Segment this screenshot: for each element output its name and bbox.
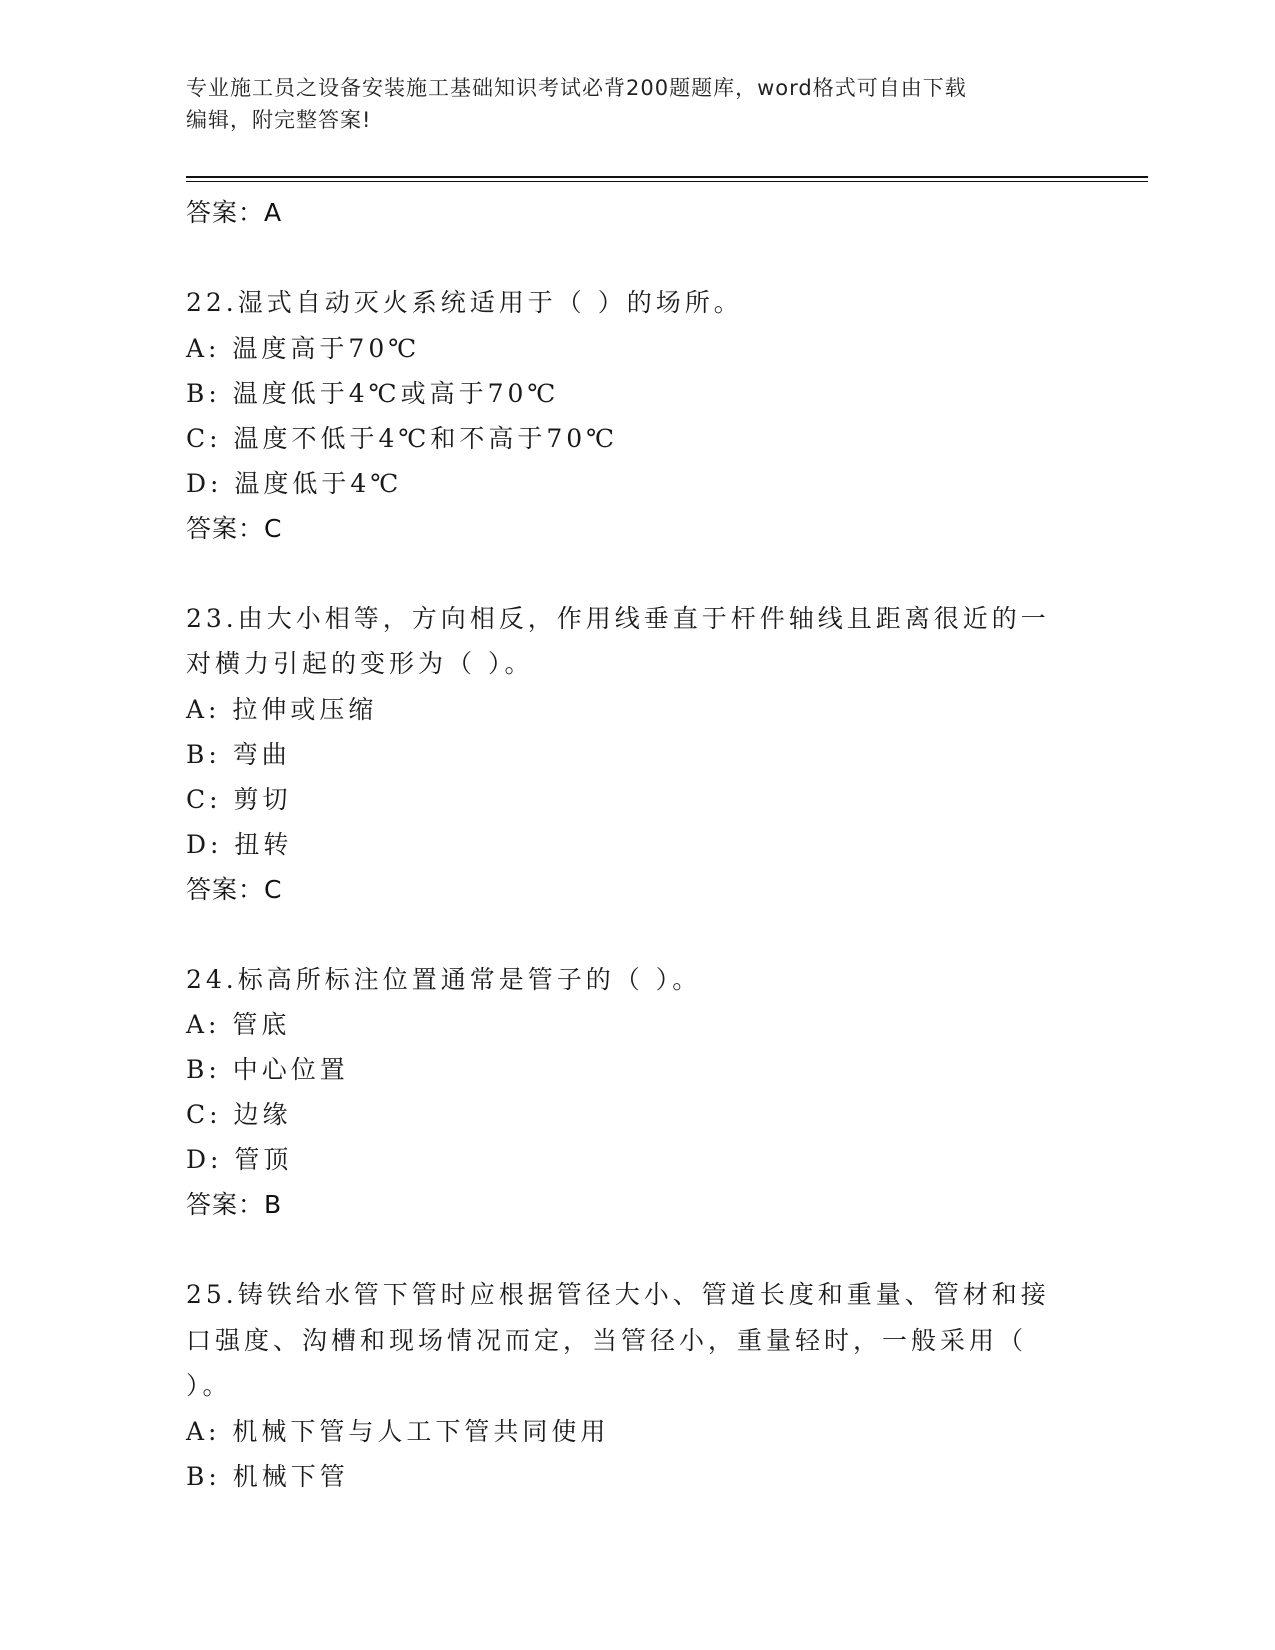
spacer (186, 1227, 1106, 1272)
answer-line (186, 190, 1106, 235)
spacer (186, 912, 1106, 957)
header-line-1: 专业施工员之设备安装施工基础知识考试必背200题题库，word格式可自由下载 (186, 76, 967, 100)
answer-value: B (264, 1190, 283, 1219)
spacer (186, 551, 1106, 596)
question-block (186, 280, 1106, 551)
option-d: D: 管顶 (186, 1145, 293, 1174)
answer-prefix: 答案： (186, 874, 265, 904)
answer-line (186, 506, 1106, 551)
option-b: B: 中心位置 (186, 1055, 349, 1084)
option-c: C: 剪切 (186, 784, 292, 814)
question-stem: 23.由大小相等，方向相反，作用线垂直于杆件轴线且距离很近的一对横力引起的变形为（ ）。 (186, 603, 1050, 678)
answer-value: A (264, 198, 283, 227)
document-header (186, 72, 1066, 136)
spacer (186, 235, 1106, 280)
answer-line (186, 867, 1106, 912)
answer-prefix: 答案： (186, 513, 265, 543)
option-b: B: 机械下管 (186, 1461, 349, 1491)
question-block (186, 596, 1106, 912)
header-divider-thick (186, 176, 1148, 178)
question-stem: 22.湿式自动灭火系统适用于（ ）的场所。 (186, 288, 743, 317)
question-list (186, 190, 1106, 1499)
option-d: D: 扭转 (186, 829, 293, 859)
question-stem: 24.标高所标注位置通常是管子的（ ）。 (186, 964, 702, 994)
option-a: A: 机械下管与人工下管共同使用 (186, 1416, 610, 1446)
option-d: D: 温度低于4℃ (186, 468, 403, 498)
option-a: A: 温度高于70℃ (186, 333, 421, 363)
answer-value: C (264, 513, 283, 543)
answer-value: C (264, 874, 283, 904)
option-a: A: 拉伸或压缩 (186, 694, 378, 724)
question-stem: 25.铸铁给水管下管时应根据管径大小、管道长度和重量、管材和接口强度、沟槽和现场情况而定，当管径小，重量轻时，一般采用（ ）。 (186, 1280, 1050, 1400)
option-b: B: 弯曲 (186, 739, 291, 769)
option-c: C: 温度不低于4℃和不高于70℃ (186, 423, 619, 453)
option-b: B: 温度低于4℃或高于70℃ (186, 378, 560, 408)
option-a: A: 管底 (186, 1010, 291, 1039)
question-block (186, 1272, 1106, 1499)
answer-prefix: 答案： (186, 198, 265, 227)
option-c: C: 边缘 (186, 1100, 292, 1129)
header-divider-thin (186, 181, 1148, 182)
question-block (186, 957, 1106, 1228)
answer-line (186, 1182, 1106, 1227)
answer-prefix: 答案： (186, 1190, 265, 1219)
header-line-2: 编辑，附完整答案! (186, 108, 372, 132)
